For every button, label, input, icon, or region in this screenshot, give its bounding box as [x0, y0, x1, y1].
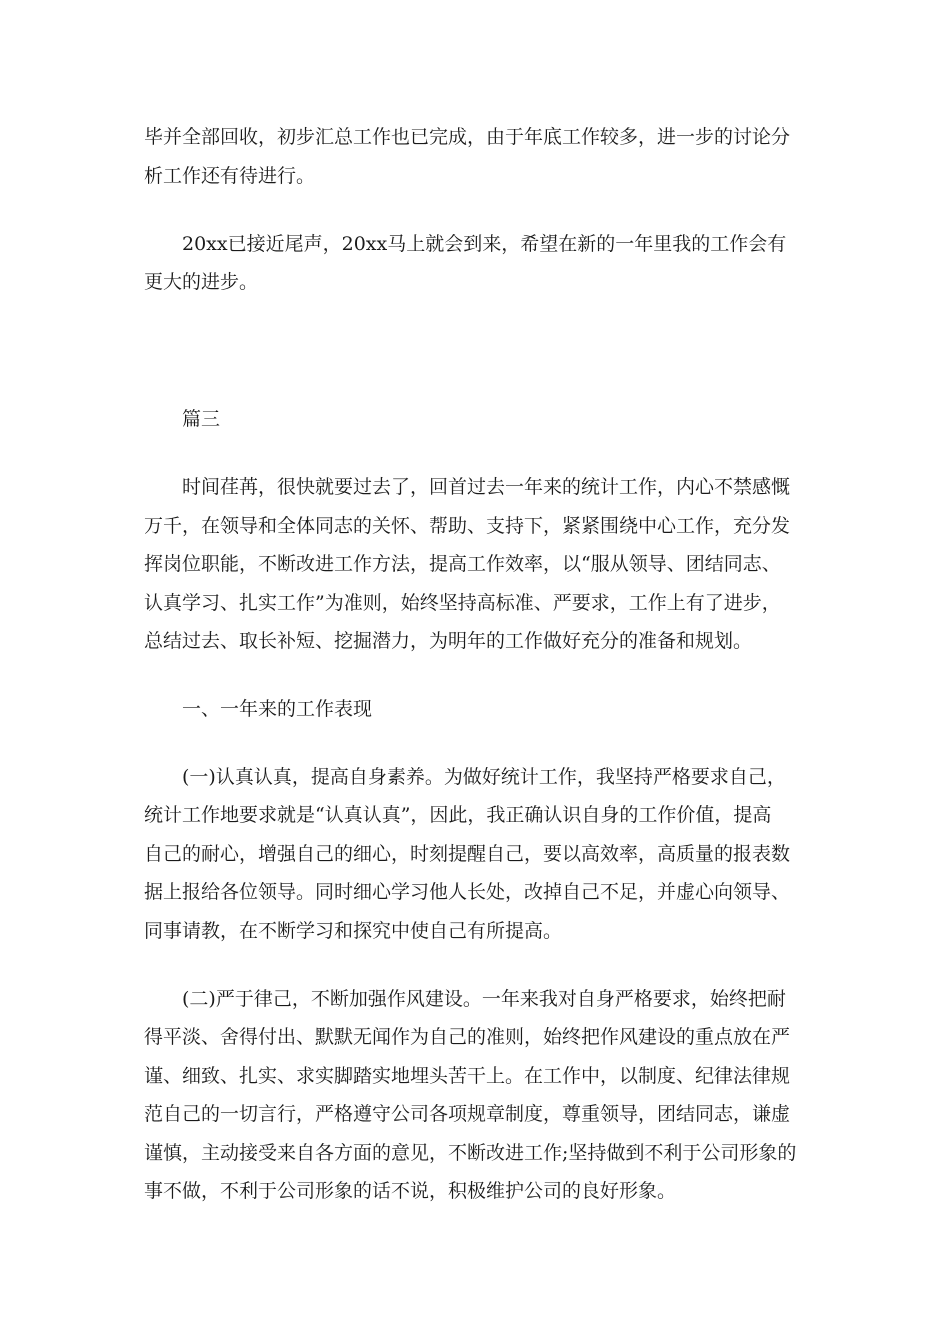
text-line: 毕并全部回收，初步汇总工作也已完成，由于年底工作较多，进一步的讨论分	[144, 126, 791, 148]
subsection-heading: 一、一年来的工作表现	[144, 698, 373, 720]
text-line: 事不做，不利于公司形象的话不说，积极维护公司的良好形象。	[144, 1180, 677, 1202]
text-line: 据上报给各位领导。同时细心学习他人长处，改掉自己不足，并虚心向领导、	[144, 881, 791, 903]
text-line: 认真学习、扎实工作”为准则，始终坚持高标准、严要求，工作上有了进步，	[144, 592, 781, 614]
text-line: 20xx已接近尾声，20xx马上就会到来，希望在新的一年里我的工作会有	[144, 233, 787, 255]
text-line: 总结过去、取长补短、挖掘潜力，为明年的工作做好充分的准备和规划。	[144, 630, 753, 652]
text-line: 范自己的一切言行，严格遵守公司各项规章制度，尊重领导，团结同志，谦虚	[144, 1103, 791, 1125]
text-line: 析工作还有待进行。	[144, 165, 316, 187]
text-line: (二)严于律己，不断加强作风建设。一年来我对自身严格要求，始终把耐	[144, 988, 786, 1010]
text-line: 更大的进步。	[144, 271, 259, 293]
text-line: 同事请教，在不断学习和探究中使自己有所提高。	[144, 920, 563, 942]
text-line: 统计工作地要求就是“认真认真”，因此，我正确认识自身的工作价值，提高	[144, 804, 772, 826]
text-line: 挥岗位职能，不断改进工作方法，提高工作效率，以“服从领导、团结同志、	[144, 553, 781, 575]
text-line: 谨慎，主动接受来自各方面的意见，不断改进工作;坚持做到不利于公司形象的	[144, 1142, 797, 1164]
text-line: 自己的耐心，增强自己的细心，时刻提醒自己，要以高效率，高质量的报表数	[144, 843, 791, 865]
text-line: 谨、细致、扎实、求实脚踏实地埋头苦干上。在工作中，以制度、纪律法律规	[144, 1065, 791, 1087]
text-line: 时间荏苒，很快就要过去了，回首过去一年来的统计工作，内心不禁感慨	[144, 476, 791, 498]
text-line: (一)认真认真，提高自身素养。为做好统计工作，我坚持严格要求自己，	[144, 766, 786, 788]
section-heading: 篇三	[144, 408, 221, 430]
text-line: 得平淡、舍得付出、默默无闻作为自己的准则，始终把作风建设的重点放在严	[144, 1026, 791, 1048]
text-line: 万千，在领导和全体同志的关怀、帮助、支持下，紧紧围绕中心工作，充分发	[144, 515, 791, 537]
